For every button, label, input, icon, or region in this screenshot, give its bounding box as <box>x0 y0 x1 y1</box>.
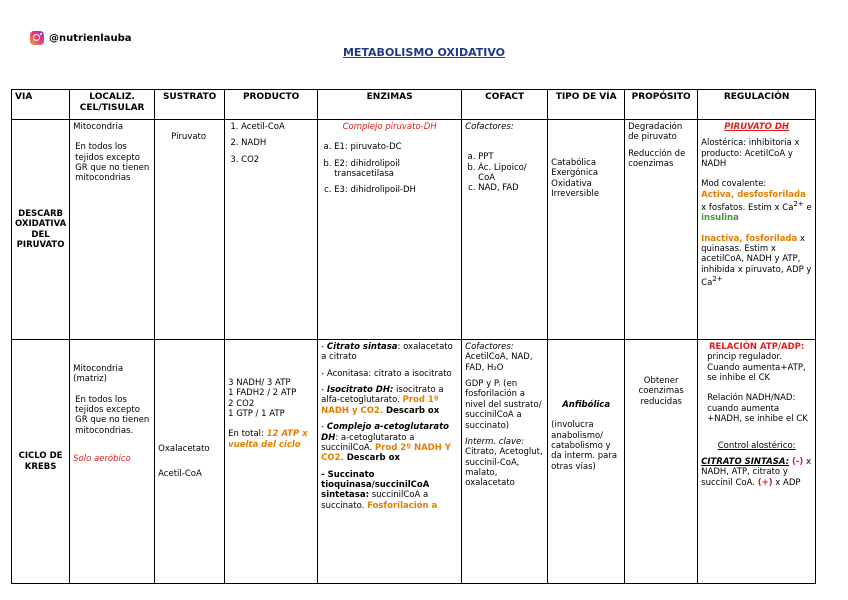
producto-item: 2 CO2 <box>228 398 255 409</box>
localiz-text: En todos los tejidos excepto GR que no tienen mitocondrias <box>75 142 150 184</box>
cofact-title: Cofactores: <box>465 122 514 132</box>
via-cell: DESCARB OXIDATIVA DEL PIRUVATO <box>12 120 70 340</box>
enzima-item: c. E3: dihidrolipoil-DH <box>334 185 458 195</box>
regulacion-title: PIRUVATO DH <box>724 122 790 132</box>
col-header: LOCALIZ. CEL/TISULAR <box>70 90 155 120</box>
cofact-cell <box>462 120 548 340</box>
instagram-icon <box>30 31 44 45</box>
table-header-row <box>12 90 816 120</box>
localiz-cell <box>70 120 155 340</box>
page-title: METABOLISMO OXIDATIVO <box>342 46 506 59</box>
proposito-cell <box>625 120 698 340</box>
regulacion-text: CITRATO SINTASA: (-) x NADH, ATP, citrato y succinil CoA. (+) x ADP <box>701 456 812 488</box>
enzima-item: - Isocitrato DH: isocitrato a alfa-cetoglutarato. Prod 1º NADH y CO2. Descarb ox <box>321 385 444 416</box>
tipo-text: Catabólica Exergónica Oxidativa Irreversible <box>551 158 600 200</box>
producto-total: En total: 12 ATP x vuelta del ciclo <box>228 429 308 450</box>
col-header: TIPO DE VÍA <box>548 90 625 120</box>
enzimas-cell <box>318 120 462 340</box>
col-header: REGULACIÓN <box>698 90 816 120</box>
instagram-handle: @nutrienlauba <box>49 32 132 44</box>
proposito-text: Reducción de coenzimas <box>628 148 686 170</box>
producto-item: 1 FADH2 / 2 ATP <box>228 388 297 399</box>
table-row <box>12 120 816 340</box>
table-row <box>12 340 816 584</box>
brand <box>30 31 131 45</box>
enzima-item: a. E1: piruvato-DC <box>334 142 458 152</box>
col-header: VIA <box>12 90 70 120</box>
regulacion-cell <box>698 340 816 584</box>
via-cell: CICLO DE KREBS <box>12 340 70 584</box>
tipo-cell <box>548 340 625 584</box>
tipo-text: Anfibólica <box>562 400 611 410</box>
enzima-item: - Succinato tioquinasa/succinilCoA sintetasa: succinilCoA a succinato. Fosforilación a <box>321 469 438 511</box>
enzima-item: - Aconitasa: citrato a isocitrato <box>321 368 452 379</box>
producto-cell <box>225 340 318 584</box>
col-header: ENZIMAS <box>318 90 462 120</box>
enzima-item: b. E2: dihidrolipoil transacetilasa <box>334 159 458 180</box>
cofact-text: Citrato, Acetoglut, succinil-CoA, malato, oxalacetato <box>465 447 543 489</box>
cofact-title: Interm. clave: <box>465 436 525 447</box>
cofact-text: AcetilCoA, NAD, FAD, H₂O <box>465 352 533 373</box>
enzima-item: - Complejo a-cetoglutarato DH: a-cetoglutarato a succinilCoA. Prod 2º NADH Y CO2. Descarb ox <box>321 422 451 464</box>
regulacion-text: Activa, desfosforilada x fosfatos. Estim x $Ca^{2+}$ e insulina <box>701 189 812 224</box>
sustrato-text: Piruvato <box>171 132 207 142</box>
proposito-text: Degradación de piruvato <box>628 122 683 143</box>
localiz-text: Mitocondria <box>73 122 124 132</box>
producto-item: 3. CO2 <box>241 155 314 165</box>
regulacion-text: Inactiva, fosforilada x quinasas. Estim x acetilCoA, NADH y ATP, inhibida x piruvato, ADP y $Ca^{2+}$ <box>701 233 812 288</box>
producto-item: 1. Acetil-CoA <box>241 122 314 132</box>
cofact-cell <box>462 340 548 584</box>
regulacion-text: Alostérica: inhibitoria x producto: AcetilCoA y NADH <box>701 138 800 170</box>
producto-item: 2. NADH <box>241 138 314 148</box>
proposito-cell <box>625 340 698 584</box>
localiz-cell <box>70 340 155 584</box>
regulacion-cell <box>698 120 816 340</box>
cofact-item: a. PPT <box>478 152 544 162</box>
regulacion-title: RELACIÓN ATP/ADP: <box>708 342 805 352</box>
regulacion-text: Control alostérico: <box>717 440 796 451</box>
sustrato-cell <box>155 120 225 340</box>
cofact-title: Cofactores: <box>465 342 514 352</box>
enzimas-title: Complejo piruvato-DH <box>342 122 437 132</box>
sustrato-cell <box>155 340 225 584</box>
regulacion-text: princip regulador. Cuando aumenta+ATP, se inhibe el CK <box>707 352 806 384</box>
sustrato-text: Acetil-CoA <box>158 468 202 479</box>
producto-item: 1 GTP / 1 ATP <box>228 409 285 420</box>
sustrato-text: Oxalacetato <box>158 444 210 455</box>
cofact-item: c. NAD, FAD <box>478 183 544 193</box>
proposito-text: Obtener coenzimas reducidas <box>638 376 684 407</box>
localiz-text: Mitocondria (matriz) <box>73 364 124 385</box>
producto-item: 3 NADH/ 3 ATP <box>228 378 291 388</box>
cofact-item: b. Ác. Lipoico/ CoA <box>478 163 544 184</box>
tipo-text: (involucra anabolismo/ catabolismo y da interm. para otras vías) <box>551 420 618 472</box>
col-header: PROPÓSITO <box>625 90 698 120</box>
tipo-cell <box>548 120 625 340</box>
col-header: PRODUCTO <box>225 90 318 120</box>
enzimas-cell <box>318 340 462 584</box>
metabolism-table <box>11 89 816 584</box>
regulacion-text: Mod covalente: <box>701 179 767 190</box>
localiz-text: En todos los tejidos excepto GR que no tienen mitocondrias. <box>75 394 150 436</box>
producto-cell <box>225 120 318 340</box>
col-header: COFACT <box>462 90 548 120</box>
col-header: SUSTRATO <box>155 90 225 120</box>
enzima-item: - Citrato sintasa: oxalacetato a citrato <box>321 342 453 363</box>
regulacion-text: Relación NADH/NAD: cuando aumenta +NADH, se inhibe el CK <box>707 393 808 425</box>
localiz-note: Solo aeróbico <box>73 454 131 465</box>
cofact-text: GDP y Pᵢ (en fosforilación a nivel del sustrato/ succinilCoA a succinato) <box>465 379 542 431</box>
